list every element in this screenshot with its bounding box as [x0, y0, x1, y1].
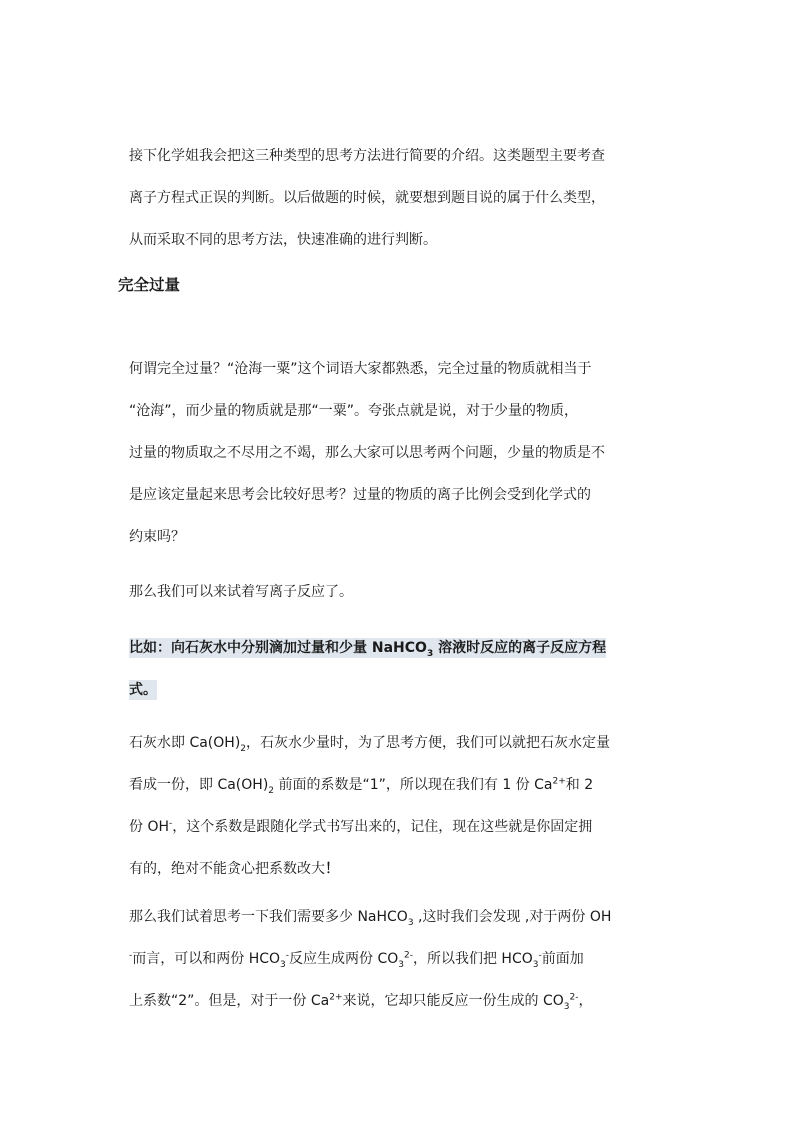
para1-line-4: 是应该定量起来思考会比较好思考？过量的物质的离子比例会受到化学式的 [129, 487, 591, 503]
example-text-c: 式。 [129, 682, 157, 698]
intro-line-1: 接下化学姐我会把这三种类型的思考方法进行简要的介绍。这类题型主要考查 [129, 148, 605, 164]
paragraph-bicarbonate [129, 896, 669, 1022]
intro-line-3: 从而采取不同的思考方法，快速准确的进行判断。 [129, 232, 437, 248]
example-text-b: 溶液时反应的离子反应方程 [433, 640, 607, 656]
intro-paragraph [129, 135, 669, 261]
para4-line-1: 那么我们试着思考一下我们需要多少 NaHCO$_3$ ,这时我们会发现 ,对于两份 OH [129, 909, 612, 928]
para3-line-2: 看成一份，即 $Ca(OH)_2$ 前面的系数是“1”，所以现在我们有 1 份 $Ca^{2+}$和 2 [129, 776, 594, 796]
example-text-a: 比如：向石灰水中分别滴加过量和少量 [129, 640, 372, 656]
para3-line-1: 石灰水即 $Ca(OH)_2$，石灰水少量时，为了思考方便，我们可以就把石灰水定量 [129, 735, 611, 754]
paragraph-transition [129, 571, 669, 613]
formula-subscript: 3 [426, 648, 434, 659]
para3-line-3: 份 OH-，这个系数是跟随化学式书写出来的，记住，现在这些就是你固定拥 [129, 818, 593, 835]
para4-line-2: -而言，可以和两份 $HCO_3^-$反应生成两份 $CO_3^{2-}$，所以我们把 $HCO_3^-$前面加 [129, 950, 584, 970]
example-line-1 [129, 627, 669, 669]
section-title: 完全过量 [118, 276, 181, 294]
para1-line-3: 过量的物质取之不尽用之不竭，那么大家可以思考两个问题，少量的物质是不 [129, 445, 605, 461]
example-highlight [129, 627, 669, 711]
paragraph-lime-water [129, 722, 669, 890]
para1-line-1: 何谓完全过量？“沧海一粟”这个词语大家都熟悉，完全过量的物质就相当于 [129, 361, 592, 377]
para1-line-2: “沧海”，而少量的物质就是那“一粟”。夸张点就是说，对于少量的物质， [129, 403, 579, 419]
example-line-2 [129, 669, 669, 711]
para3-line-4: 有的，绝对不能贪心把系数改大！ [129, 861, 339, 877]
example-formula [372, 638, 433, 658]
para2-line: 那么我们可以来试着写离子反应了。 [129, 584, 353, 600]
formula-base: NaHCO [371, 640, 427, 656]
paragraph-definition [129, 348, 669, 558]
para1-line-5: 约束吗？ [129, 529, 185, 545]
para4-line-3: 上系数“2”。但是，对于一份 $Ca^{2+}$来说，它却只能反应一份生成的 $CO_3^{2-}$， [129, 992, 593, 1012]
intro-line-2: 离子方程式正误的判断。以后做题的时候，就要想到题目说的属于什么类型， [129, 190, 605, 206]
